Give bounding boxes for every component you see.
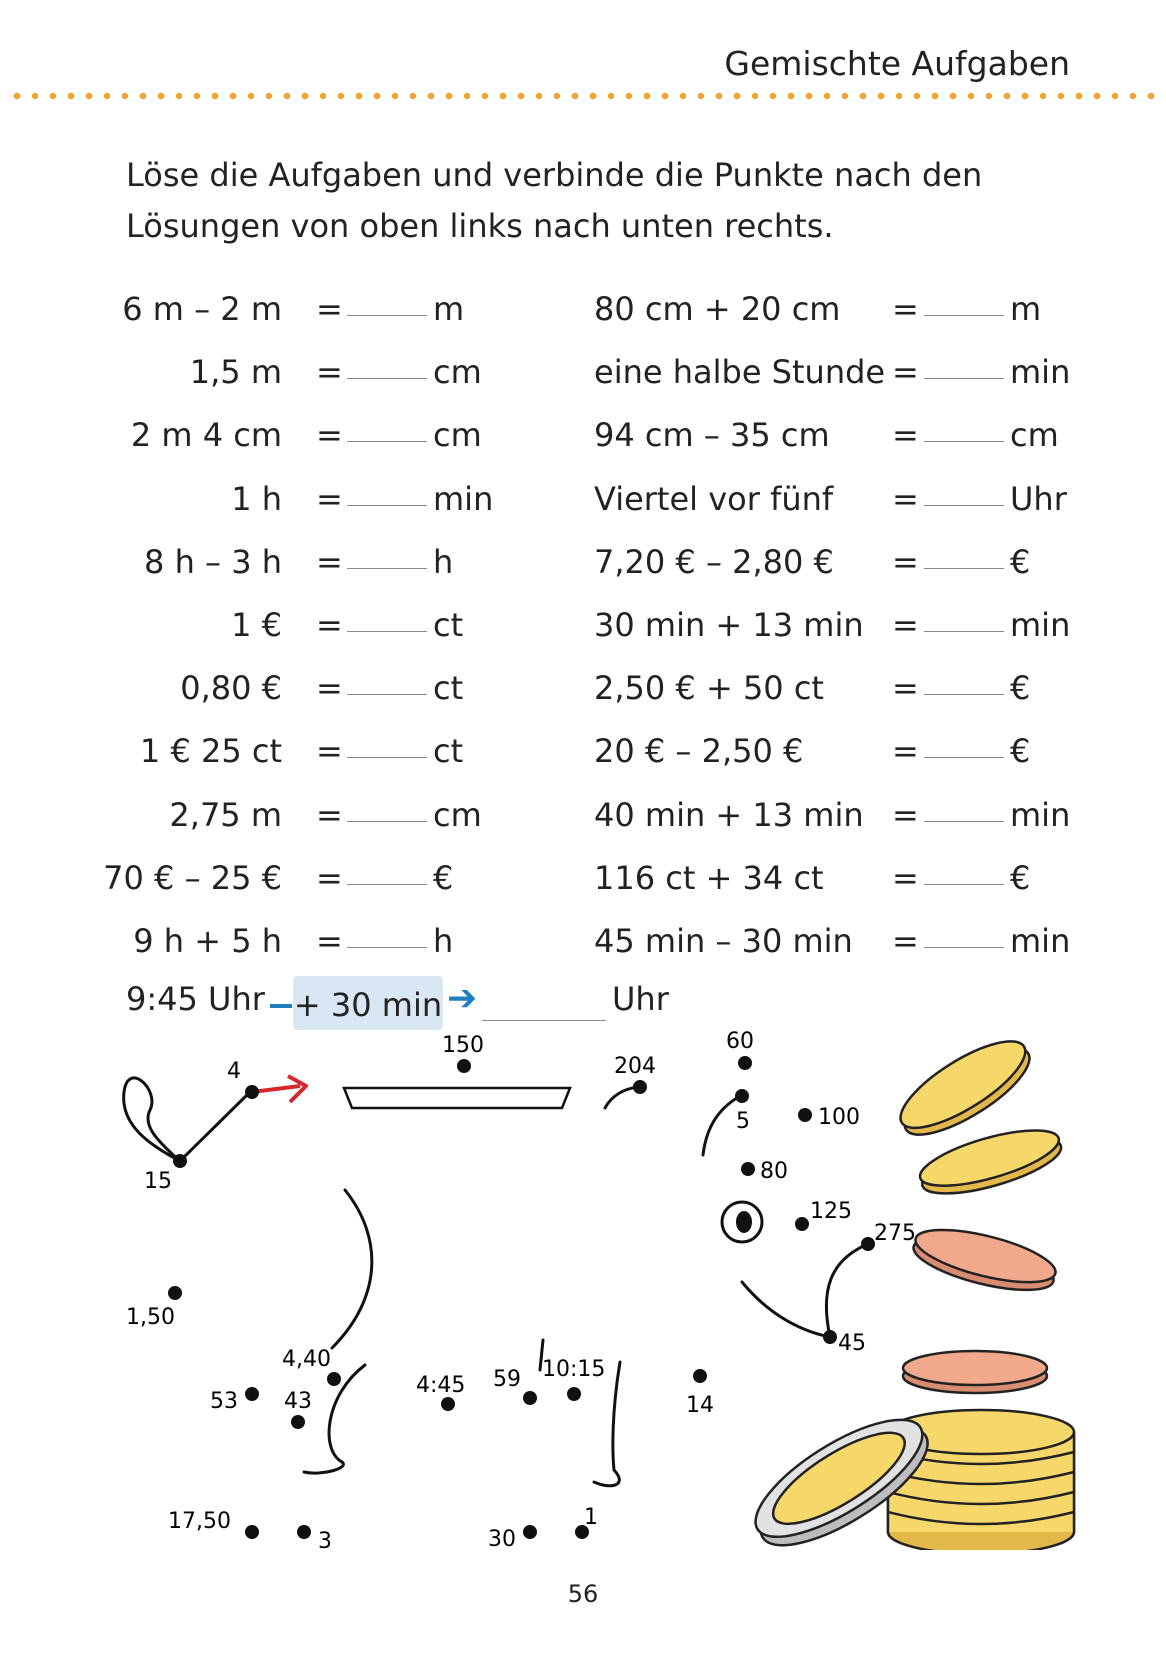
answer-blank[interactable] bbox=[924, 791, 1004, 822]
dot-60 bbox=[738, 1056, 752, 1070]
pig-outline-lines bbox=[124, 1078, 868, 1486]
dot-17-50 bbox=[245, 1525, 259, 1539]
equals-sign: = bbox=[892, 416, 919, 454]
right-task-row bbox=[0, 538, 1166, 586]
equals-sign: = bbox=[892, 353, 919, 391]
answer-unit: ct bbox=[433, 732, 464, 770]
task-expression: 40 min + 13 min bbox=[594, 796, 864, 834]
final-unit: Uhr bbox=[612, 980, 669, 1018]
answer-blank[interactable] bbox=[924, 348, 1004, 379]
answer-unit: Uhr bbox=[1010, 480, 1067, 518]
task-expression: 7,20 € – 2,80 € bbox=[594, 543, 834, 581]
equals-sign: = bbox=[316, 480, 343, 518]
dot-100 bbox=[798, 1108, 812, 1122]
dot-label-17-50: 17,50 bbox=[168, 1509, 231, 1534]
dot-label-80: 80 bbox=[760, 1159, 788, 1184]
instructions bbox=[126, 150, 1026, 252]
task-expression: 116 ct + 34 ct bbox=[594, 859, 824, 897]
dot-label-43: 43 bbox=[284, 1389, 312, 1414]
equals-sign: = bbox=[316, 669, 343, 707]
pig-eye bbox=[722, 1202, 762, 1242]
pig-belly-line bbox=[332, 1190, 372, 1348]
answer-unit: € bbox=[1010, 669, 1031, 707]
answer-blank[interactable] bbox=[924, 475, 1004, 506]
task-expression: Viertel vor fünf bbox=[594, 480, 834, 518]
instructions-line-2: Lösungen von oben links nach unten rechts. bbox=[126, 207, 834, 245]
dot-15 bbox=[173, 1154, 187, 1168]
answer-unit: min bbox=[1010, 796, 1071, 834]
answer-unit: cm bbox=[433, 416, 482, 454]
equals-sign: = bbox=[892, 606, 919, 644]
task-expression: 94 cm – 35 cm bbox=[594, 416, 830, 454]
dot-label-14: 14 bbox=[686, 1393, 714, 1418]
dot-5 bbox=[735, 1089, 749, 1103]
coins-illustration bbox=[740, 1030, 1074, 1550]
equals-sign: = bbox=[892, 290, 919, 328]
blue-dash bbox=[270, 1004, 292, 1008]
answer-blank[interactable] bbox=[924, 664, 1004, 695]
dot-3 bbox=[297, 1525, 311, 1539]
dot-204 bbox=[633, 1080, 647, 1094]
right-task-row bbox=[0, 601, 1166, 649]
page-number: 56 bbox=[567, 1580, 599, 1608]
dot-59 bbox=[523, 1391, 537, 1405]
final-start: 9:45 Uhr bbox=[126, 980, 265, 1018]
equals-sign: = bbox=[892, 732, 919, 770]
final-answer-blank[interactable] bbox=[482, 1020, 606, 1021]
equals-sign: = bbox=[316, 606, 343, 644]
answer-blank[interactable] bbox=[924, 917, 1004, 948]
equals-sign: = bbox=[316, 290, 343, 328]
task-expression: 45 min – 30 min bbox=[594, 922, 853, 960]
answer-unit: cm bbox=[433, 353, 482, 391]
answer-unit: min bbox=[433, 480, 494, 518]
task-expression: 30 min + 13 min bbox=[594, 606, 864, 644]
dot-label-100: 100 bbox=[818, 1105, 860, 1130]
task-expression: 1,5 m bbox=[189, 353, 282, 391]
answer-unit: cm bbox=[1010, 416, 1059, 454]
eye-pupil bbox=[736, 1211, 752, 1233]
answer-unit: min bbox=[1010, 922, 1071, 960]
answer-unit: m bbox=[1010, 290, 1042, 328]
pig-mouth-line bbox=[742, 1244, 868, 1337]
right-task-row bbox=[0, 854, 1166, 902]
dot-30 bbox=[523, 1525, 537, 1539]
equals-sign: = bbox=[316, 859, 343, 897]
pig-tail-curl bbox=[124, 1078, 178, 1160]
dot-label-60: 60 bbox=[726, 1030, 754, 1054]
dot-150 bbox=[457, 1059, 471, 1073]
equals-sign: = bbox=[316, 796, 343, 834]
dot-label-1: 1 bbox=[584, 1505, 598, 1530]
equals-sign: = bbox=[892, 796, 919, 834]
dot-80 bbox=[741, 1162, 755, 1176]
dot-275 bbox=[861, 1237, 875, 1251]
task-expression: 0,80 € bbox=[180, 669, 282, 707]
equals-sign: = bbox=[316, 353, 343, 391]
right-task-row bbox=[0, 285, 1166, 333]
answer-unit: € bbox=[433, 859, 454, 897]
answer-unit: h bbox=[433, 922, 454, 960]
dot-10-15 bbox=[567, 1387, 581, 1401]
coin-slot bbox=[344, 1088, 570, 1108]
right-task-row bbox=[0, 664, 1166, 712]
task-expression: 80 cm + 20 cm bbox=[594, 290, 841, 328]
dot-label-5: 5 bbox=[736, 1109, 750, 1134]
answer-unit: cm bbox=[433, 796, 482, 834]
equals-sign: = bbox=[892, 922, 919, 960]
dot-1-50 bbox=[168, 1286, 182, 1300]
right-task-row bbox=[0, 917, 1166, 965]
dot-puzzle bbox=[0, 1030, 1166, 1550]
answer-blank[interactable] bbox=[924, 285, 1004, 316]
dot-45 bbox=[823, 1330, 837, 1344]
pig-snout-line bbox=[703, 1096, 740, 1155]
final-step-box: + 30 min bbox=[293, 976, 443, 1030]
answer-blank[interactable] bbox=[924, 727, 1004, 758]
task-expression: 1 h bbox=[231, 480, 282, 518]
dot-label-4-45: 4:45 bbox=[416, 1373, 466, 1398]
answer-unit: ct bbox=[433, 606, 464, 644]
right-task-row bbox=[0, 411, 1166, 459]
dot-label-15: 15 bbox=[144, 1169, 172, 1194]
task-expression: 9 h + 5 h bbox=[133, 922, 282, 960]
answer-blank[interactable] bbox=[924, 854, 1004, 885]
answer-unit: m bbox=[433, 290, 465, 328]
dot-53 bbox=[245, 1387, 259, 1401]
answer-unit: ct bbox=[433, 669, 464, 707]
dot-label-30: 30 bbox=[488, 1527, 516, 1550]
right-task-row bbox=[0, 791, 1166, 839]
equals-sign: = bbox=[892, 480, 919, 518]
right-task-row bbox=[0, 727, 1166, 775]
task-expression: 2,50 € + 50 ct bbox=[594, 669, 824, 707]
dot-4-40 bbox=[327, 1372, 341, 1386]
task-expression: 2,75 m bbox=[169, 796, 282, 834]
task-expression: 8 h – 3 h bbox=[144, 543, 282, 581]
task-expression: eine halbe Stunde bbox=[594, 353, 886, 391]
page-title: Gemischte Aufgaben bbox=[724, 44, 1070, 83]
coin-copper-1 bbox=[909, 1219, 1060, 1300]
dot-label-4: 4 bbox=[227, 1059, 241, 1084]
task-expression: 1 € bbox=[231, 606, 282, 644]
task-expression: 2 m 4 cm bbox=[130, 416, 282, 454]
dotted-divider bbox=[8, 92, 1158, 100]
task-expression: 6 m – 2 m bbox=[122, 290, 282, 328]
arrow-right-icon: ➔ bbox=[447, 978, 478, 1019]
dot-label-53: 53 bbox=[210, 1389, 238, 1414]
pig-tail-line bbox=[180, 1092, 250, 1161]
task-expression: 20 € – 2,50 € bbox=[594, 732, 804, 770]
dot-14 bbox=[693, 1369, 707, 1383]
answer-unit: min bbox=[1010, 606, 1071, 644]
answer-blank[interactable] bbox=[924, 538, 1004, 569]
equals-sign: = bbox=[892, 669, 919, 707]
equals-sign: = bbox=[316, 543, 343, 581]
dot-4-45 bbox=[441, 1397, 455, 1411]
equals-sign: = bbox=[316, 732, 343, 770]
red-arrow-shaft bbox=[252, 1086, 300, 1092]
right-task-row bbox=[0, 475, 1166, 523]
equals-sign: = bbox=[892, 543, 919, 581]
dot-label-1-50: 1,50 bbox=[126, 1305, 175, 1330]
final-task bbox=[0, 976, 1166, 1032]
dot-125 bbox=[795, 1217, 809, 1231]
coin-copper-2 bbox=[903, 1351, 1047, 1393]
dot-4 bbox=[245, 1085, 259, 1099]
instructions-line-1: Löse die Aufgaben und verbinde die Punkte nach den bbox=[126, 156, 983, 194]
answer-unit: € bbox=[1010, 543, 1031, 581]
equals-sign: = bbox=[316, 416, 343, 454]
answer-blank[interactable] bbox=[924, 601, 1004, 632]
equals-sign: = bbox=[316, 922, 343, 960]
dot-label-3: 3 bbox=[318, 1529, 332, 1550]
answer-unit: € bbox=[1010, 859, 1031, 897]
dot-label-150: 150 bbox=[442, 1033, 484, 1058]
right-task-row bbox=[0, 348, 1166, 396]
equals-sign: = bbox=[892, 859, 919, 897]
answer-blank[interactable] bbox=[924, 411, 1004, 442]
task-expression: 1 € 25 ct bbox=[139, 732, 282, 770]
dot-label-10-15: 10:15 bbox=[542, 1357, 606, 1382]
answer-unit: min bbox=[1010, 353, 1071, 391]
answer-unit: € bbox=[1010, 732, 1031, 770]
dot-label-125: 125 bbox=[810, 1199, 852, 1224]
dot-label-59: 59 bbox=[493, 1367, 521, 1392]
dot-label-275: 275 bbox=[874, 1221, 916, 1246]
dot-label-45: 45 bbox=[838, 1331, 866, 1356]
dot-label-204: 204 bbox=[614, 1054, 656, 1079]
dot-43 bbox=[291, 1415, 305, 1429]
answer-unit: h bbox=[433, 543, 454, 581]
task-expression: 70 € – 25 € bbox=[103, 859, 282, 897]
dot-label-4-40: 4,40 bbox=[282, 1347, 331, 1372]
